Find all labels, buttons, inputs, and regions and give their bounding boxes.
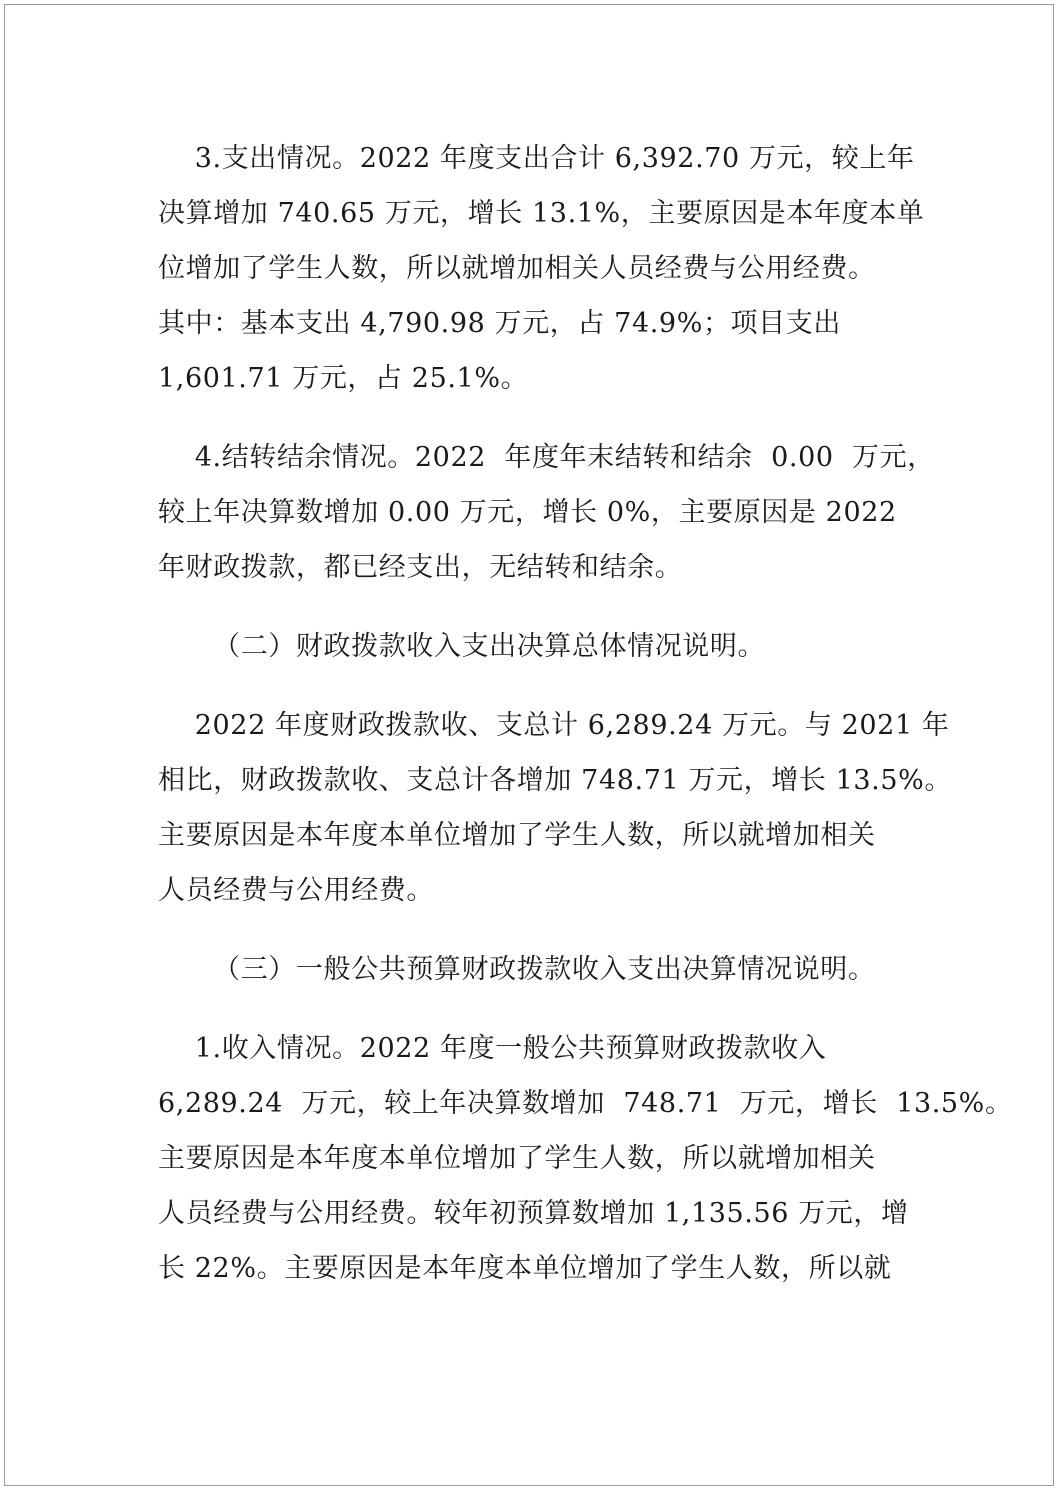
text-line: 3.支出情况。2022 年度支出合计 6,392.70 万元，较上年	[158, 143, 915, 174]
text-line: 6,289.24 万元，较上年决算数增加 748.71 万元，增长 13.5%。	[158, 1088, 1013, 1119]
text-line: 1.收入情况。2022 年度一般公共预算财政拨款收入	[158, 1033, 827, 1064]
section-heading: （三）一般公共预算财政拨款收入支出决算情况说明。	[158, 954, 876, 985]
text-line: 年财政拨款，都已经支出，无结转和结余。	[158, 552, 683, 583]
text-line: 人员经费与公用经费。	[158, 875, 434, 906]
text-line: 1,601.71 万元，占 25.1%。	[158, 363, 529, 394]
text-line: 其中：基本支出 4,790.98 万元，占 74.9%；项目支出	[158, 308, 841, 339]
text-line: 主要原因是本年度本单位增加了学生人数，所以就增加相关	[158, 820, 876, 851]
section-heading: （二）财政拨款收入支出决算总体情况说明。	[158, 631, 766, 662]
text-line: 位增加了学生人数，所以就增加相关人员经费与公用经费。	[158, 253, 876, 284]
text-line: 主要原因是本年度本单位增加了学生人数，所以就增加相关	[158, 1143, 876, 1174]
text-line: 长 22%。主要原因是本年度本单位增加了学生人数，所以就	[158, 1253, 892, 1284]
text-line: 相比，财政拨款收、支总计各增加 748.71 万元，增长 13.5%。	[158, 765, 952, 796]
text-line: 2022 年度财政拨款收、支总计 6,289.24 万元。与 2021 年	[158, 710, 950, 741]
text-line: 4.结转结余情况。2022 年度年末结转和结余 0.00 万元，	[158, 442, 935, 473]
text-line: 决算增加 740.65 万元，增长 13.1%，主要原因是本年度本单	[158, 198, 925, 229]
text-line: 人员经费与公用经费。较年初预算数增加 1,135.56 万元，增	[158, 1198, 909, 1229]
text-line: 较上年决算数增加 0.00 万元，增长 0%，主要原因是 2022	[158, 497, 897, 528]
